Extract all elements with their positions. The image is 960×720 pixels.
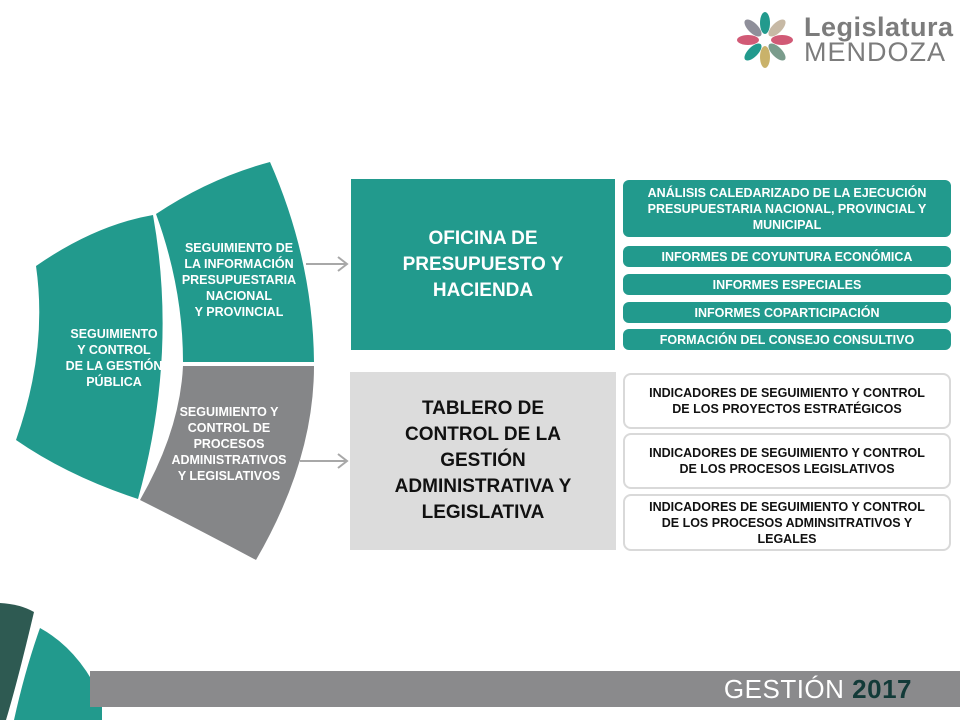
tablero-box: [350, 372, 616, 550]
logo-wordmark: [804, 14, 954, 66]
logo-line-legislatura: Legislatura: [804, 12, 954, 42]
branch-bottom-label: SEGUIMIENTO Y CONTROL DE PROCESOS ADMINISTRATIVOS Y LEGISLATIVOS: [171, 405, 287, 483]
legislatura-logo-icon: [737, 12, 793, 68]
tablero-item: INDICADORES DE SEGUIMIENTO Y CONTROL DE LOS PROYECTOS ESTRATÉGICOS: [623, 373, 951, 429]
office-box: [351, 179, 615, 350]
arrow-top: [306, 257, 347, 271]
footer-bar: [90, 671, 960, 707]
office-item: INFORMES COPARTICIPACIÓN: [623, 302, 951, 323]
tablero-item: INDICADORES DE SEGUIMIENTO Y CONTROL DE LOS PROCESOS LEGISLATIVOS: [623, 433, 951, 489]
arrow-bottom: [300, 454, 347, 468]
decor-teal-arc: [14, 628, 102, 720]
footer-label-text: GESTIÓN: [723, 674, 845, 704]
tablero-title: TABLERO DE CONTROL DE LA GESTIÓN ADMINISTRATIVA Y LEGISLATIVA: [394, 398, 572, 523]
branch-top-label: SEGUIMIENTO DE LA INFORMACIÓN PRESUPUESTARIA NACIONAL Y PROVINCIAL: [181, 241, 297, 319]
office-item: FORMACIÓN DEL CONSEJO CONSULTIVO: [623, 329, 951, 350]
footer-year: 2017: [852, 674, 912, 704]
office-item: INFORMES DE COYUNTURA ECONÓMICA: [623, 246, 951, 267]
footer-gestion: [724, 674, 912, 705]
office-title: OFICINA DE PRESUPUESTO Y HACIENDA: [402, 227, 564, 301]
office-item: INFORMES ESPECIALES: [623, 274, 951, 295]
tablero-item: INDICADORES DE SEGUIMIENTO Y CONTROL DE LOS PROCESOS ADMINSITRATIVOS Y LEGALES: [623, 494, 951, 551]
root-label: SEGUIMIENTO Y CONTROL DE LA GESTIÓN PÚBLICA: [65, 327, 163, 389]
logo-line-mendoza: MENDOZA: [804, 37, 946, 67]
office-item: ANÁLISIS CALEDARIZADO DE LA EJECUCIÓN PRESUPUESTARIA NACIONAL, PROVINCIAL Y MUNICIPAL: [623, 180, 951, 237]
